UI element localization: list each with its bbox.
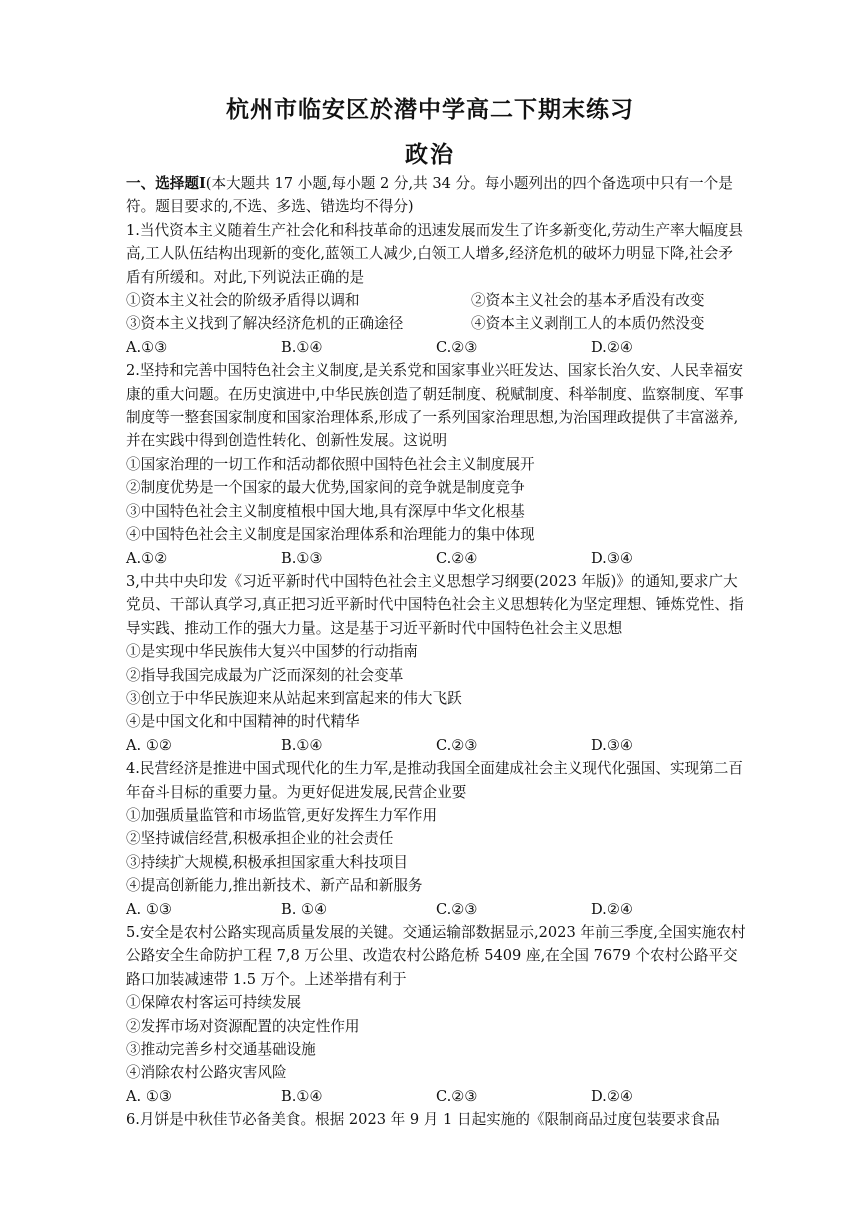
- answer-option: B. ①④: [281, 900, 328, 918]
- answer-option: D.②④: [591, 1087, 633, 1105]
- answer-option: D.②④: [591, 900, 633, 918]
- answer-option: B.①④: [281, 338, 323, 356]
- choice-item: ②发挥市场对资源配置的决定性作用: [126, 1017, 360, 1035]
- answer-option: A. ①③: [126, 900, 172, 918]
- choice-item: ①加强质量监管和市场监管,更好发挥生力军作用: [126, 806, 438, 824]
- answer-options: [126, 336, 746, 359]
- choice-item: ③创立于中华民族迎来从站起来到富起来的伟大飞跃: [126, 689, 462, 707]
- answer-option: D.③④: [591, 549, 633, 567]
- choice-item: ③推动完善乡村交通基础设施: [126, 1041, 316, 1059]
- answer-option: D.③④: [591, 736, 633, 754]
- choice-item: ④资本主义剥削工人的本质仍然没变: [471, 315, 705, 333]
- subject-heading: 政治: [405, 141, 455, 168]
- choice-item: ①是实现中华民族伟大复兴中国梦的行动指南: [126, 643, 418, 661]
- answer-option: C.②③: [436, 736, 478, 754]
- answer-option: A. ①③: [126, 1087, 172, 1105]
- choice-item: ②坚持诚信经营,积极承担企业的社会责任: [126, 830, 394, 848]
- choice-item: ④是中国文化和中国精神的时代精华: [126, 713, 360, 731]
- answer-option: B.①④: [281, 736, 323, 754]
- choice-row: [126, 312, 746, 335]
- choice-item: ①保障农村客运可持续发展: [126, 994, 302, 1012]
- choice-item: ②资本主义社会的基本矛盾没有改变: [471, 292, 705, 310]
- answer-options: [126, 734, 746, 757]
- answer-option: D.②④: [591, 338, 633, 356]
- question-stem: 6.月饼是中秋佳节必备美食。根据 2023 年 9 月 1 日起实施的《限制商品过度包装要求食品: [126, 1111, 720, 1129]
- answer-options: [126, 1085, 746, 1108]
- answer-option: A.①③: [126, 338, 168, 356]
- answer-option: B.①④: [281, 1087, 323, 1105]
- answer-option: A.①②: [126, 549, 168, 567]
- choice-row: [126, 289, 746, 312]
- choice-item: ③资本主义找到了解决经济危机的正确途径: [126, 315, 404, 333]
- question-stem: 4.民营经济是推进中国式现代化的生力军,是推动我国全面建成社会主义现代化强国、实现第二百年奋斗目标的重要力量。为更好促进发展,民营企业要: [126, 760, 743, 801]
- question-stem: 3,中共中央印发《习近平新时代中国特色社会主义思想学习纲要(2023 年版)》的通知,要求广大党员、干部认真学习,真正把习近平新时代中国特色社会主义思想转化为坚定理想、锤炼党性、指导实践、推动工作的强大力量。这是基于习近平新时代中国特色社会主义思想: [126, 572, 744, 637]
- answer-option: C.②③: [436, 338, 478, 356]
- section-description: (本大题共 17 小题,每小题 2 分,共 34 分。每小题列出的四个备选项中只有一个是符。题目要求的,不选、多选、错选均不得分): [126, 175, 733, 216]
- choice-item: ①国家治理的一切工作和活动都依照中国特色社会主义制度展开: [126, 455, 535, 473]
- choice-item: ②指导我国完成最为广泛而深刻的社会变革: [126, 666, 404, 684]
- answer-option: C.②④: [436, 549, 478, 567]
- question-stem: 2.坚持和完善中国特色社会主义制度,是关系党和国家事业兴旺发达、国家长治久安、人民幸福安康的重大问题。在历史演进中,中华民族创造了朝廷制度、税赋制度、科举制度、监察制度、军事制度等一整套国家制度和国家治理体系,形成了一系列国家治理思想,为治国理政提供了丰富滋养,并在实践中得到创造性转化、创新性发展。这说明: [126, 362, 744, 450]
- question-stem: 5.安全是农村公路实现高质量发展的关键。交通运输部数据显示,2023 年前三季度,全国实施农村公路安全生命防护工程 7,8 万公里、改造农村公路危桥 5409 座,在全国 7679 个农村公路平交路口加装减速带 1.5 万个。上述举措有利于: [126, 924, 746, 988]
- choice-item: ③持续扩大规模,积极承担国家重大科技项目: [126, 853, 408, 871]
- choice-item: ①资本主义社会的阶级矛盾得以调和: [126, 292, 360, 310]
- answer-option: A. ①②: [126, 736, 172, 754]
- answer-option: C.②③: [436, 1087, 478, 1105]
- choice-item: ④提高创新能力,推出新技术、新产品和新服务: [126, 877, 423, 895]
- section-heading: [126, 172, 746, 219]
- choice-item: ④消除农村公路灾害风险: [126, 1064, 287, 1082]
- exam-body: [126, 172, 746, 1132]
- choice-item: ②制度优势是一个国家的最大优势,国家间的竞争就是制度竞争: [126, 479, 525, 497]
- choice-item: ④中国特色社会主义制度是国家治理体系和治理能力的集中体现: [126, 526, 535, 544]
- answer-options: [126, 898, 746, 921]
- answer-option: B.①③: [281, 549, 323, 567]
- answer-option: C.②③: [436, 900, 478, 918]
- section-label: 一、选择题Ⅰ: [126, 175, 206, 192]
- answer-options: [126, 547, 746, 570]
- choice-item: ③中国特色社会主义制度植根中国大地,具有深厚中华文化根基: [126, 502, 525, 520]
- page-title: 杭州市临安区於潜中学高二下期末练习: [226, 96, 634, 123]
- question-stem: 1.当代资本主义随着生产社会化和科技革命的迅速发展而发生了许多新变化,劳动生产率大幅度县高,工人队伍结构出现新的变化,蓝领工人减少,白领工人增多,经济危机的破坏力明显下降,社会矛盾有所缓和。对此,下列说法正确的是: [126, 221, 743, 286]
